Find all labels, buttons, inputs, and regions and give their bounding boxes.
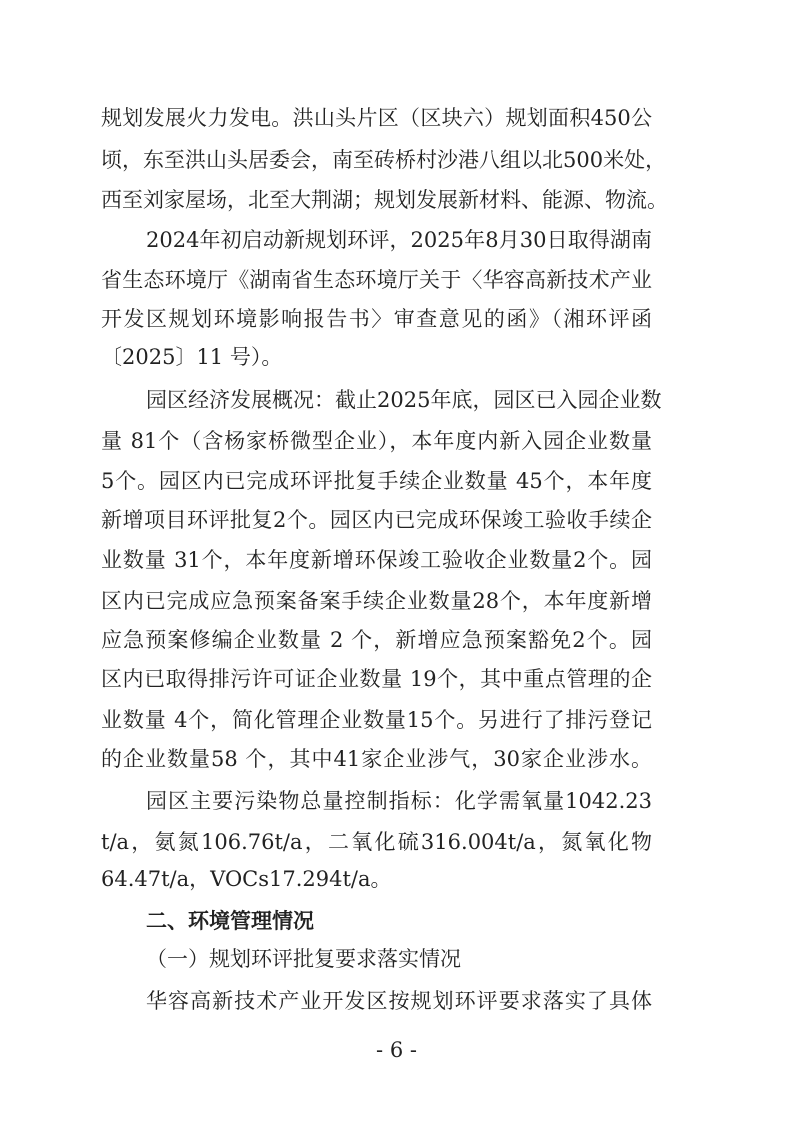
body-text-line: 西至刘家屋场，北至大荆湖；规划发展新材料、能源、物流。	[101, 188, 668, 212]
body-text-line: 应急预案修编企业数量 2 个，新增应急预案豁免2个。园	[101, 628, 652, 652]
body-text-line: 业数量 31个，本年度新增环保竣工验收企业数量2个。园	[101, 548, 652, 572]
body-text-line: 开发区规划环境影响报告书〉审查意见的函》（湘环评函	[101, 307, 652, 331]
body-text-line: 华容高新技术产业开发区按规划环评要求落实了具体	[146, 989, 652, 1013]
body-text-line: 规划发展火力发电。洪山头片区（区块六）规划面积450公	[101, 106, 652, 130]
body-text-line: 量 81个（含杨家桥微型企业），本年度内新入园企业数量	[101, 429, 652, 453]
body-text-line: 园区主要污染物总量控制指标：化学需氧量1042.23	[146, 789, 652, 813]
body-text-line: 5个。园区内已完成环评批复手续企业数量 45个，本年度	[101, 469, 652, 493]
section-heading: 二、环境管理情况	[146, 908, 314, 933]
body-text-line: 64.47t/a，VOCs17.294t/a。	[101, 867, 392, 891]
body-text-line: t/a，氨氮106.76t/a，二氧化硫316.004t/a，氮氧化物	[101, 830, 652, 854]
body-text-line: 顷，东至洪山头居委会，南至砖桥村沙港八组以北500米处，	[101, 148, 667, 172]
subsection-heading: （一）规划环评批复要求落实情况	[146, 947, 461, 971]
body-text-line: 新增项目环评批复2个。园区内已完成环保竣工验收手续企	[101, 508, 652, 532]
body-text-line: 的企业数量58 个，其中41家企业涉气，30家企业涉水。	[101, 747, 652, 771]
body-text-line: 省生态环境厅《湖南省生态环境厅关于〈华容高新技术产业	[101, 268, 652, 292]
page-number: - 6 -	[376, 1038, 417, 1062]
body-text-line: 〔2025〕11 号）。	[101, 345, 283, 369]
body-text-line: 业数量 4个，简化管理企业数量15个。另进行了排污登记	[101, 708, 652, 732]
body-text-line: 园区经济发展概况：截止2025年底，园区已入园企业数	[146, 388, 662, 412]
body-text-line: 区内已完成应急预案备案手续企业数量28个，本年度新增	[101, 589, 652, 613]
body-text-line: 2024年初启动新规划环评，2025年8月30日取得湖南	[146, 228, 652, 252]
body-text-line: 区内已取得排污许可证企业数量 19个，其中重点管理的企	[101, 667, 652, 691]
